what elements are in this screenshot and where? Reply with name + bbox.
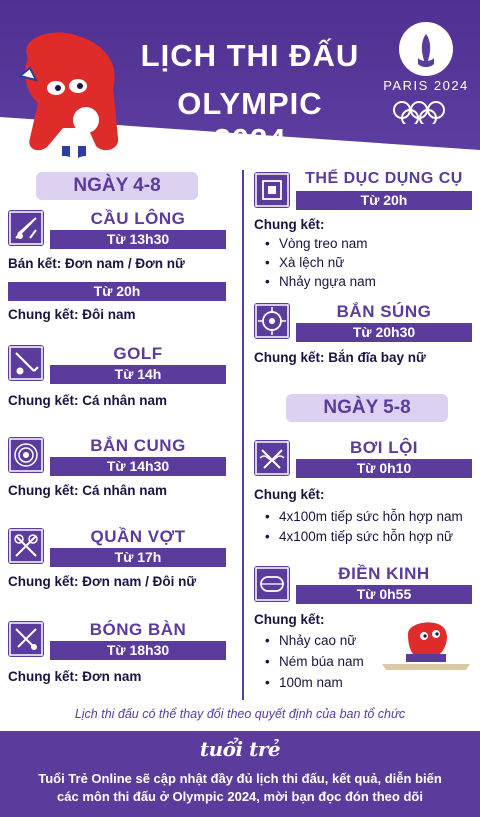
athletics-icon [254,566,290,602]
time-bar-athletics: Từ 0h55 [296,585,472,604]
page-title-line1: LỊCH THI ĐẤU [140,38,360,73]
time-bar-shooting: Từ 20h30 [296,323,472,342]
event-detail-swimming: Chung kết: [254,487,325,502]
footer [0,731,480,817]
event-detail-athletics: Chung kết: [254,612,325,627]
sport-name-swimming: BƠI LỘI [349,438,419,457]
event-detail-table-tennis: Chung kết: Đơn nam [8,669,142,684]
event-detail-tennis: Chung kết: Đơn nam / Đôi nữ [8,574,197,589]
sport-name-athletics: ĐIỀN KINH [338,564,430,583]
event-detail-shooting: Chung kết: Bắn đĩa bay nữ [254,350,426,365]
event-detail-badminton: Bán kết: Đơn nam / Đơn nữ [8,256,185,271]
gymnastics-icon [254,172,290,208]
bullet-gymnastics-2: • Xà lệch nữ [279,255,344,270]
phryge-mascot-icon [8,28,133,160]
time-bar-archery: Từ 14h30 [50,457,226,476]
paris-2024-logo-icon [378,14,474,124]
time-bar-golf: Từ 14h [50,365,226,384]
time-bar-tennis: Từ 17h [50,548,226,567]
sport-name-gymnastics: THỂ DỤC DỤNG CỤ [305,170,463,187]
archery-icon [8,437,44,473]
bullet-athletics-1: • Nhảy cao nữ [279,633,356,648]
event-detail-golf: Chung kết: Cá nhân nam [8,393,168,408]
badminton-icon [8,210,44,246]
table-tennis-icon [8,621,44,657]
sport-name-table-tennis: BÓNG BÀN [89,620,187,639]
footer-line-2: các môn thi đấu ở Olympic 2024, mời bạn đọc đón theo dõi [57,789,423,804]
golf-icon [8,345,44,381]
column-divider [242,170,244,700]
time-bar-swimming: Từ 0h10 [296,459,472,478]
footer-line-1: Tuổi Trẻ Online sẽ cập nhật đầy đủ lịch thi đấu, kết quả, diễn biến [38,771,442,786]
bullet-swimming-1: • 4x100m tiếp sức hỗn hợp nam [279,509,463,524]
event-detail-archery: Chung kết: Cá nhân nam [8,483,168,498]
bullet-athletics-3: • 100m nam [279,675,343,690]
phryge-running-mascot-icon [378,614,474,674]
sport-name-golf: GOLF [113,344,163,363]
time-bar-badminton: Từ 13h30 [50,230,226,249]
sport-name-tennis: QUẦN VỢT [90,527,186,546]
header [0,0,480,160]
sport-name-badminton: CẦU LÔNG [90,209,186,228]
schedule-note: Lịch thi đấu có thể thay đổi theo quyết định của ban tổ chức [74,707,406,721]
swimming-icon [254,440,290,476]
tuoi-tre-logo: tuổi trẻ [199,737,281,761]
day-pill-4-8: NGÀY 4-8 [36,172,198,200]
page-title-line2: OLYMPIC 2024 [177,86,323,157]
bullet-swimming-2: • 4x100m tiếp sức hỗn hợp nữ [279,529,453,544]
sport-name-archery: BẮN CUNG [90,436,186,455]
bullet-gymnastics-1: • Vòng treo nam [279,236,368,251]
sport-name-shooting: BẮN SÚNG [336,302,432,321]
paris-logo-text: PARIS 2024 [383,78,469,93]
time-bar-table-tennis: Từ 18h30 [50,641,226,660]
event-detail-badminton-2: Chung kết: Đôi nam [8,307,136,322]
bullet-athletics-2: • Ném búa nam [279,654,364,669]
bullet-gymnastics-3: • Nhảy ngựa nam [279,274,376,289]
time-bar-gymnastics: Từ 20h [296,191,472,210]
day-pill-5-8: NGÀY 5-8 [286,394,448,422]
event-detail-gymnastics: Chung kết: [254,217,325,232]
tennis-icon [8,528,44,564]
time-bar-badminton-2: Từ 20h [8,282,226,301]
shooting-icon [254,303,290,339]
